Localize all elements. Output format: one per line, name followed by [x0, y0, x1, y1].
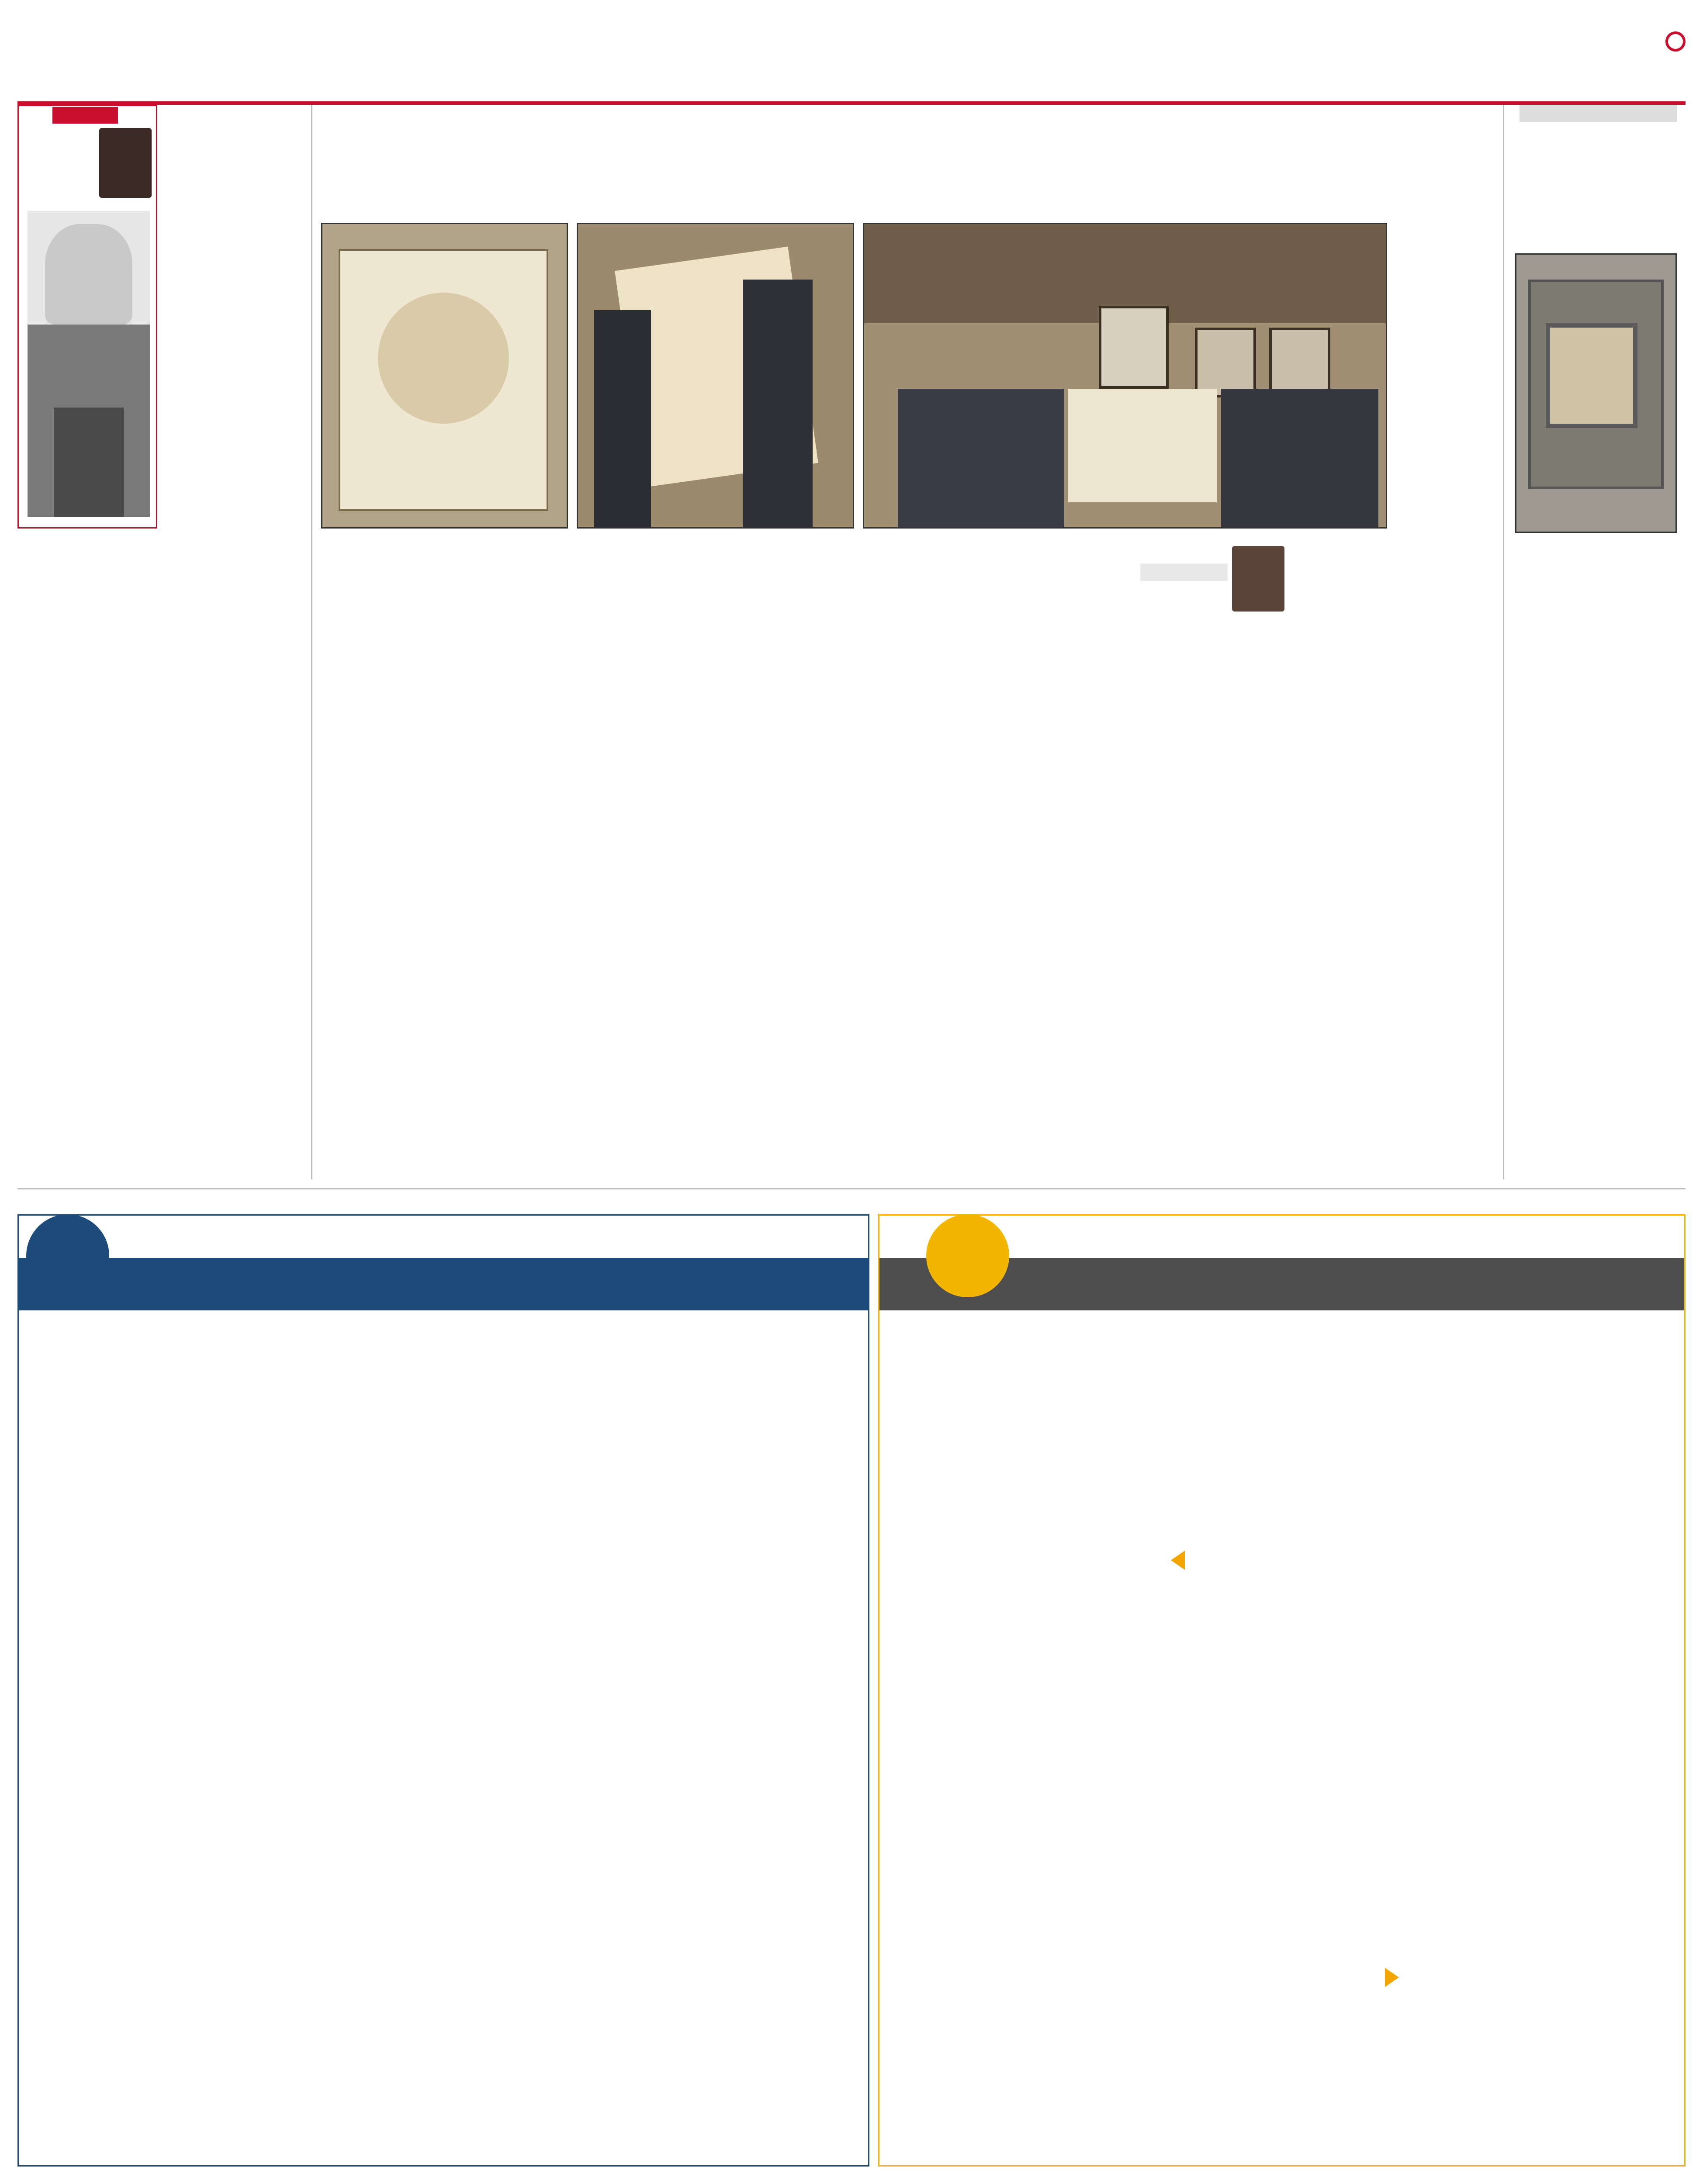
book-cover	[28, 211, 150, 517]
columnist-photo	[99, 128, 152, 198]
news-tag	[1520, 105, 1677, 122]
arrow-right-icon	[1385, 1968, 1399, 1987]
figure-icon	[54, 408, 124, 517]
arrow-left-icon	[1171, 1551, 1185, 1570]
main-column-2	[863, 546, 1094, 1175]
crossword-grid[interactable]	[319, 1669, 817, 2167]
ceremony-photo-unveiling	[577, 223, 854, 529]
masthead	[17, 17, 301, 96]
ceremony-photo-group	[863, 223, 1387, 529]
column-divider	[1503, 105, 1504, 1179]
section-divider	[17, 1188, 1686, 1189]
portrait-illustration-icon	[45, 224, 132, 325]
hitori-answer-grid	[1411, 1874, 1665, 2127]
main-column-4	[321, 546, 568, 1175]
page-circle-icon	[1665, 31, 1686, 52]
crossword-header	[19, 1258, 868, 1310]
main-column-3	[577, 546, 854, 1175]
book-corner	[17, 105, 157, 529]
atm-photo	[1515, 253, 1677, 533]
author-byline	[1136, 546, 1284, 625]
crossword-solution-grid	[31, 1363, 301, 1634]
author-photo	[1232, 546, 1284, 612]
sudoku-answer-grid	[922, 1450, 1140, 1669]
top-bar	[0, 0, 1703, 109]
book-corner-tag	[52, 107, 118, 124]
main-column-1	[1103, 629, 1387, 1175]
column-divider	[311, 105, 312, 1179]
poster-photo	[321, 223, 568, 529]
masthead-divider	[17, 101, 1686, 105]
author-name	[1140, 563, 1228, 581]
crossword-column-numbers	[319, 1647, 817, 1664]
sudoku-grid[interactable]	[1289, 1337, 1656, 1704]
book-corner-body	[17, 546, 301, 1175]
crossword-row-numbers	[821, 1669, 848, 2167]
news-body	[1515, 542, 1677, 1175]
hitori-grid[interactable]	[922, 1787, 1263, 2127]
